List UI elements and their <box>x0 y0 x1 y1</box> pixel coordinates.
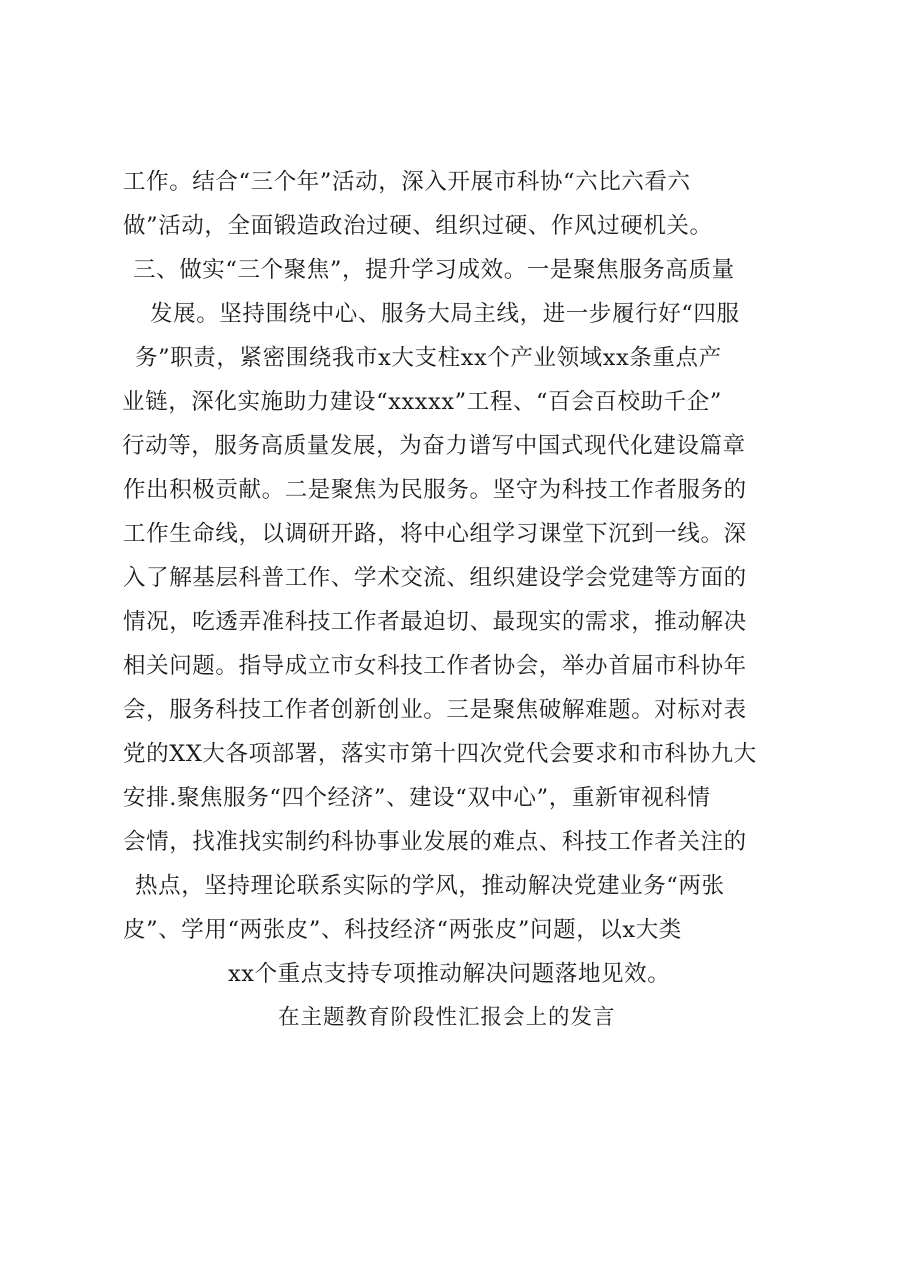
text-line-10: 入了解基层科普工作、学术交流、组织建设学会党建等方面的 <box>123 565 747 591</box>
text-line-6: 业链，深化实施助力建设“xxxxx”工程、“百会百校助千企” <box>122 389 722 415</box>
text-line-18: 皮”、学用“两张皮”、科技经济“两张皮”问题，以x大类 <box>123 917 682 943</box>
text-line-15: 安排.聚焦服务“四个经济”、建设“双中心”，重新审视科情 <box>123 785 711 811</box>
speech-title: 在主题教育阶段性汇报会上的发言 <box>278 1005 616 1030</box>
text-line-11: 情况，吃透弄准科技工作者最迫切、最现实的需求，推动解决 <box>123 609 747 635</box>
text-line-9: 工作生命线，以调研开路，将中心组学习课堂下沉到一线。深 <box>123 521 747 547</box>
text-line-17: 热点，坚持理论联系实际的学风，推动解决党建业务“两张 <box>135 873 725 899</box>
text-line-8: 作出积极贡献。二是聚焦为民服务。坚守为科技工作者服务的 <box>123 477 747 503</box>
text-line-1: 工作。结合“三个年”活动，深入开展市科协“六比六看六 <box>123 169 691 195</box>
text-line-12: 相关问题。指导成立市女科技工作者协会，举办首届市科协年 <box>123 653 747 679</box>
text-line-19: xx个重点支持专项推动解决问题落地见效。 <box>228 961 671 987</box>
text-line-5: 务”职责，紧密围绕我市x大支柱xx个产业领域xx条重点产 <box>135 345 722 371</box>
text-line-4: 发展。坚持围绕中心、服务大局主线，进一步履行好“四服 <box>150 301 740 327</box>
text-line-3: 三、做实“三个聚焦”，提升学习成效。一是聚焦服务高质量 <box>133 257 735 283</box>
text-line-2: 做”活动，全面锻造政治过硬、组织过硬、作风过硬机关。 <box>123 213 713 239</box>
text-line-14: 党的XX大各项部署，落实市第十四次党代会要求和市科协九大 <box>123 741 757 767</box>
text-line-16: 会情，找准找实制约科协事业发展的难点、科技工作者关注的 <box>123 829 747 855</box>
text-line-13: 会，服务科技工作者创新创业。三是聚焦破解难题。对标对表 <box>123 697 747 723</box>
text-line-7: 行动等，服务高质量发展，为奋力谱写中国式现代化建设篇章 <box>122 433 746 459</box>
